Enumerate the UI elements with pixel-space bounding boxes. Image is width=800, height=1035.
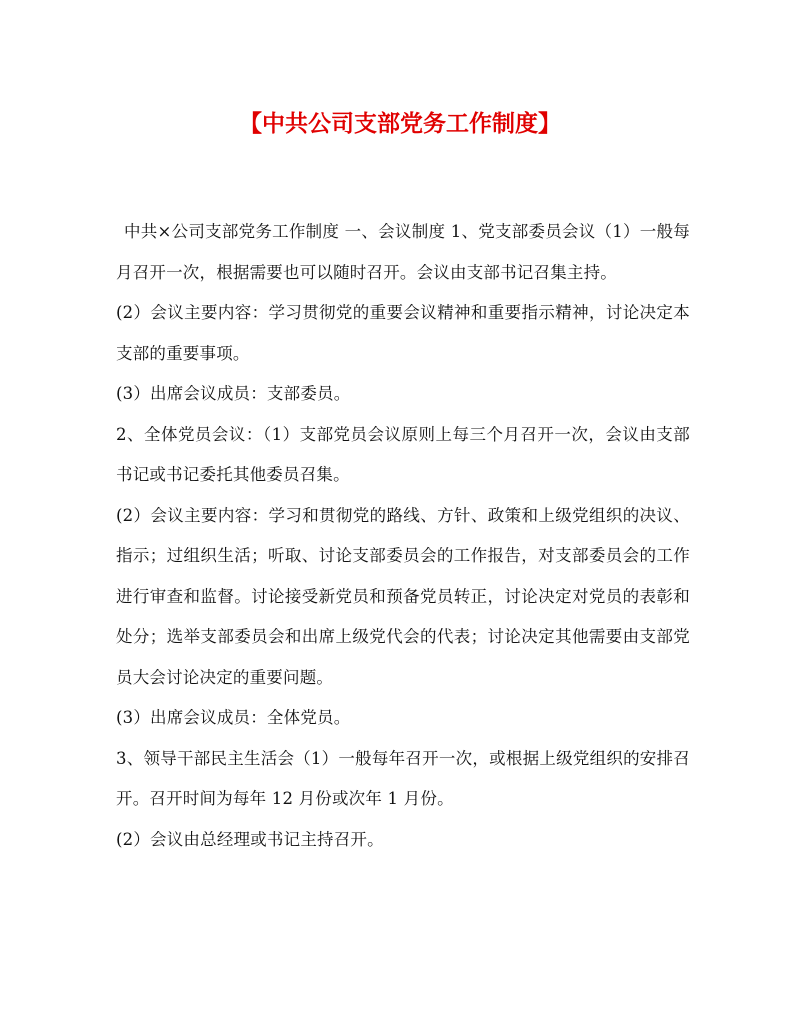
paragraph-all-members-meeting-attendees: (3）出席会议成员：全体党员。 [116, 708, 351, 727]
document-title: 【中共公司支部党务工作制度】 [239, 110, 561, 137]
document-body [116, 212, 690, 860]
paragraph-committee-meeting-content: (2）会议主要内容：学习贯彻党的重要会议精神和重要指示精神，讨论决定本支部的重要事项。 [116, 303, 690, 363]
paragraph-democratic-life-meeting: 3、领导干部民主生活会（1）一般每年召开一次，或根据上级党组织的安排召开。召开时间为每年 12 月份或次年 1 月份。 [116, 748, 690, 808]
paragraph-meeting-system-intro: 中共×公司支部党务工作制度 一、会议制度 1、党支部委员会议（1）一般每月召开一次，根据需要也可以随时召开。会议由支部书记召集主持。 [116, 222, 690, 282]
paragraph-all-members-meeting-content: (2）会议主要内容：学习和贯彻党的路线、方针、政策和上级党组织的决议、指示；过组织生活；听取、讨论支部委员会的工作报告，对支部委员会的工作进行审查和监督。讨论接受新党员和预备党员转正，讨论决定对党员的表彰和处分；选举支部委员会和出席上级党代会的代表；讨论决定其他需要由支部党员大会讨论决定的重要问题。 [116, 505, 690, 687]
paragraph-democratic-life-meeting-host: (2）会议由总经理或书记主持召开。 [116, 829, 384, 849]
paragraph-all-members-meeting: 2、全体党员会议：（1）支部党员会议原则上每三个月召开一次，会议由支部书记或书记委托其他委员召集。 [116, 424, 690, 484]
paragraph-committee-meeting-attendees: (3）出席会议成员：支部委员。 [116, 384, 351, 403]
